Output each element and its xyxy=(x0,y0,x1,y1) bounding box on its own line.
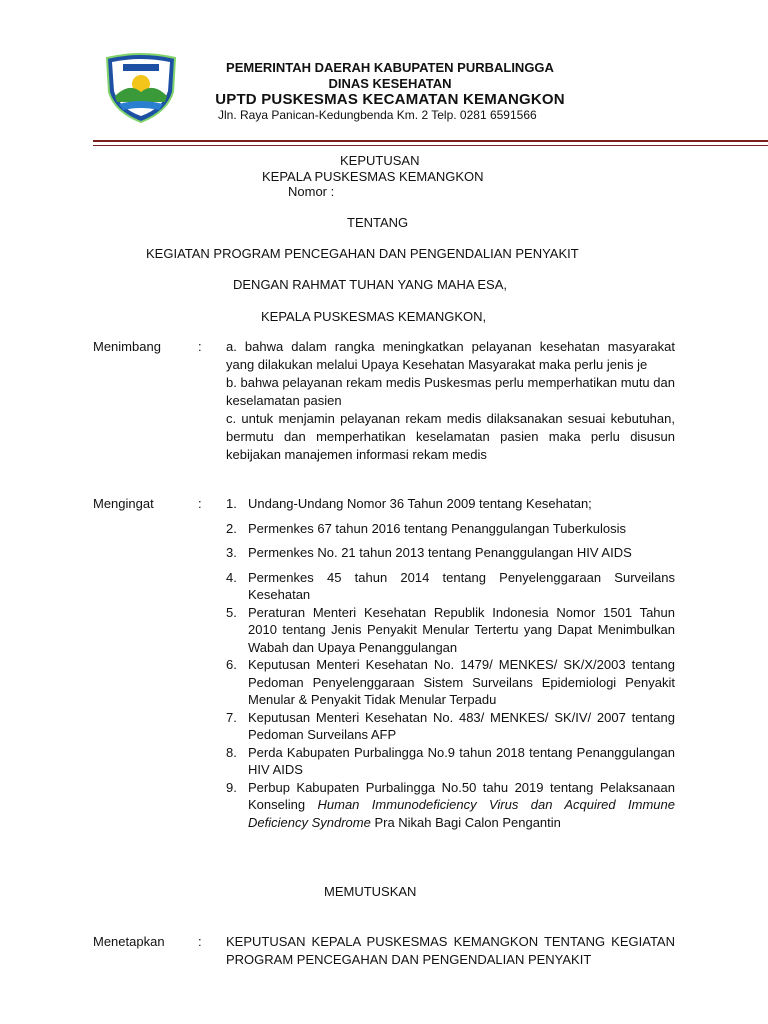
mengingat-colon: : xyxy=(198,496,202,511)
mengingat-label: Mengingat xyxy=(93,496,154,511)
menetapkan-colon: : xyxy=(198,934,202,949)
menimbang-label: Menimbang xyxy=(93,339,161,354)
list-item: 8. Perda Kabupaten Purbalingga No.9 tahun 2018 tentang Penanggulangan HIV AIDS xyxy=(226,744,675,777)
mengingat-list xyxy=(226,495,675,831)
menetapkan-label: Menetapkan xyxy=(93,934,165,949)
menimbang-point-c: c. untuk menjamin pelayanan rekam medis dilaksanakan sesuai kebutuhan, bermutu dan memperhatikan keselamatan pasien maka perlu disusun kebijakan manajemen informasi rekam medis xyxy=(226,411,675,462)
list-item: 2. Permenkes 67 tahun 2016 tentang Penanggulangan Tuberkulosis xyxy=(226,520,627,536)
menimbang-colon: : xyxy=(198,339,202,354)
menimbang-point-a: a. bahwa dalam rangka meningkatkan pelayanan kesehatan masyarakat yang dilakukan melalui Upaya Kesehatan Masyarakat maka perlu jenis je xyxy=(226,339,675,372)
doc-rahmat: DENGAN RAHMAT TUHAN YANG MAHA ESA, xyxy=(233,277,508,292)
memutuskan-heading: MEMUTUSKAN xyxy=(324,884,417,899)
letterhead-government: PEMERINTAH DAERAH KABUPATEN PURBALINGGA xyxy=(226,60,554,75)
doc-issuer: KEPALA PUSKESMAS KEMANGKON xyxy=(262,169,484,184)
letterhead-address: Jln. Raya Panican-Kedungbenda Km. 2 Telp. 0281 6591566 xyxy=(218,108,537,122)
list-item: 9. Perbup Kabupaten Purbalingga No.50 tahu 2019 tentang Pelaksanaan Konseling Human Immunodeficiency Virus dan Acquired Immune Deficiency Syndrome Pra Nikah Bagi Calon Pengantin xyxy=(226,779,675,830)
letterhead-agency: DINAS KESEHATAN xyxy=(328,76,452,91)
menimbang-body xyxy=(226,338,675,464)
list-item: 4. Permenkes 45 tahun 2014 tentang Penyelenggaraan Surveilans Kesehatan xyxy=(226,569,675,602)
doc-tentang: TENTANG xyxy=(347,215,409,230)
list-item: 1. Undang-Undang Nomor 36 Tahun 2009 tentang Kesehatan; xyxy=(226,496,592,511)
doc-type: KEPUTUSAN xyxy=(340,153,420,168)
letterhead-unit: UPTD PUSKESMAS KECAMATAN KEMANGKON xyxy=(215,91,565,108)
doc-number: Nomor : xyxy=(288,184,335,199)
doc-subject: KEGIATAN PROGRAM PENCEGAHAN DAN PENGENDALIAN PENYAKIT xyxy=(146,246,579,261)
list-item: 7. Keputusan Menteri Kesehatan No. 483/ MENKES/ SK/IV/ 2007 tentang Pedoman Surveilans AFP xyxy=(226,709,675,742)
list-item: 5. Peraturan Menteri Kesehatan Republik Indonesia Nomor 1501 Tahun 2010 tentang Jenis Penyakit Menular Tertertu yang Dapat Menimbulkan Wabah dan Upaya Penanggulangan xyxy=(226,604,675,655)
menimbang-point-b: b. bahwa pelayanan rekam medis Puskesmas perlu memperhatikan mutu dan keselamatan pasien xyxy=(226,375,675,408)
menetapkan-body: KEPUTUSAN KEPALA PUSKESMAS KEMANGKON TENTANG KEGIATAN PROGRAM PENCEGAHAN DAN PENGENDALIAN PENYAKIT xyxy=(226,934,675,967)
letterhead-divider-thin xyxy=(93,145,768,146)
letterhead-divider-thick xyxy=(93,140,768,142)
list-item: 3. Permenkes No. 21 tahun 2013 tentang Penanggulangan HIV AIDS xyxy=(226,545,632,560)
regency-emblem-logo xyxy=(101,52,181,124)
doc-kepala: KEPALA PUSKESMAS KEMANGKON, xyxy=(261,309,487,324)
list-item: 6. Keputusan Menteri Kesehatan No. 1479/ MENKES/ SK/X/2003 tentang Pedoman Penyelenggaraan Sistem Surveilans Epidemiologi Penyakit Menular & Penyakit Tidak Menular Terpadu xyxy=(226,657,675,707)
